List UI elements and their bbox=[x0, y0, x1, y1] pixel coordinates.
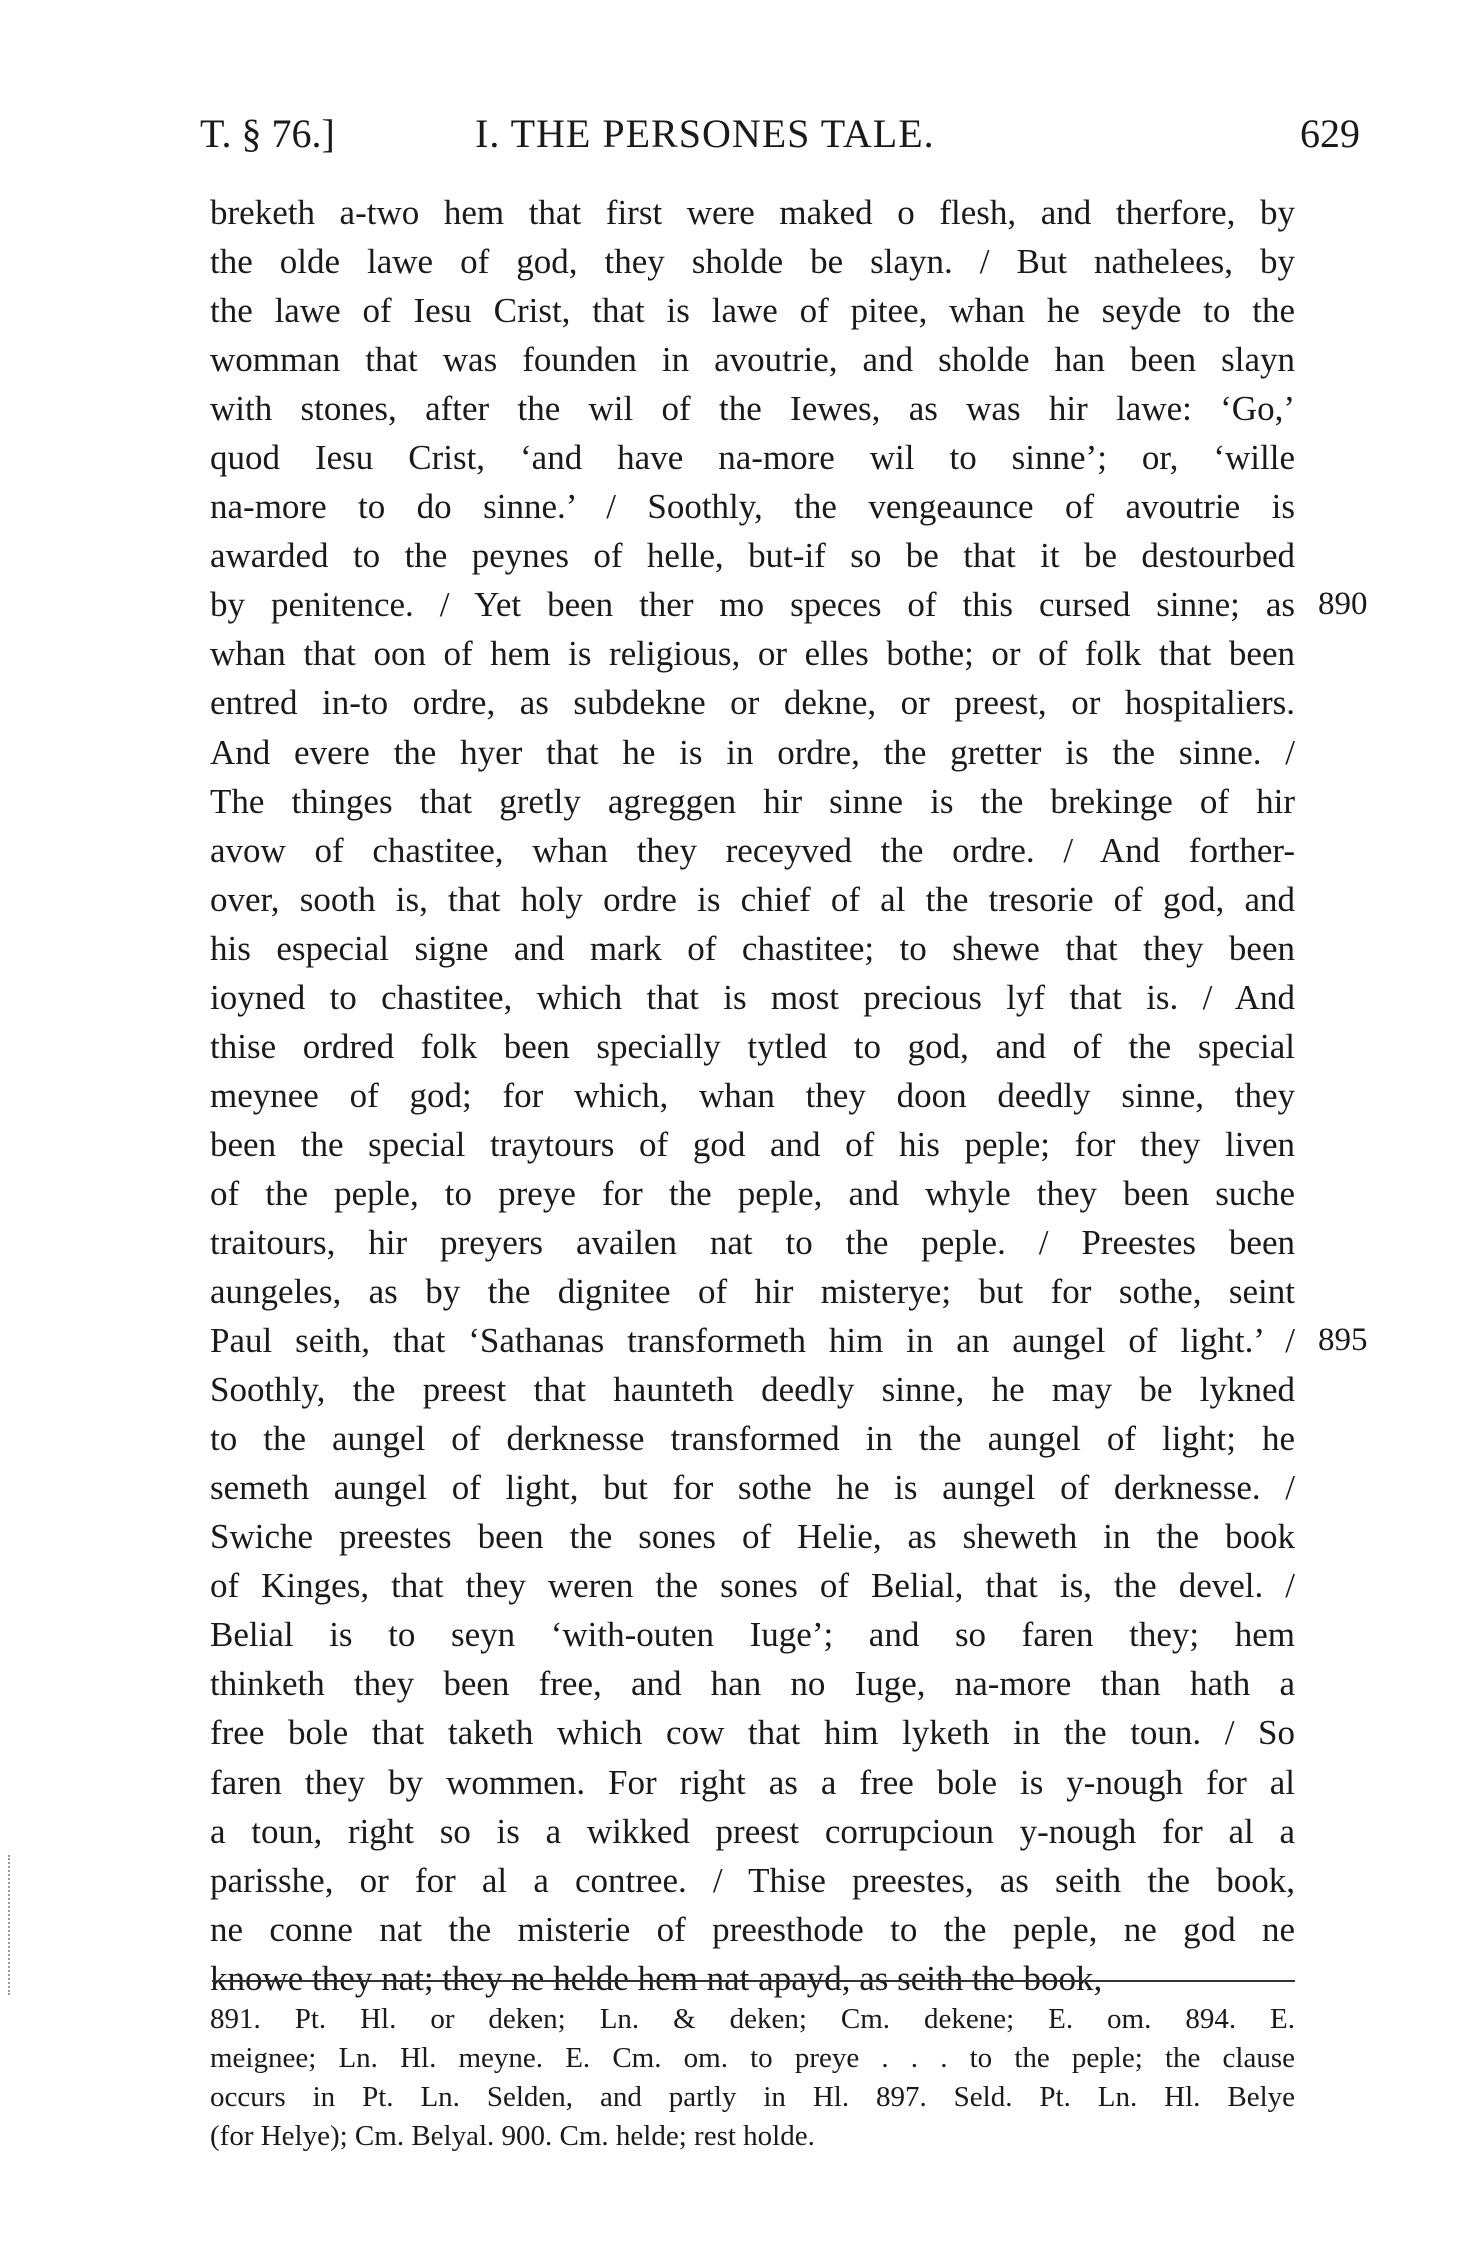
text-line: been the special traytours of god and of his peple; for they liven bbox=[210, 1124, 1295, 1164]
text-line: ioyned to chastitee, which that is most precious lyf that is. / And bbox=[210, 977, 1295, 1017]
text-line: thise ordred folk been specially tytled to god, and of the special bbox=[210, 1026, 1295, 1066]
line-number-895: 895 bbox=[1318, 1322, 1368, 1358]
text-line: whan that oon of hem is religious, or elles bothe; or of folk that been bbox=[210, 634, 1295, 674]
note-line: 891. Pt. Hl. or deken; Ln. & deken; Cm. dekene; E. om. 894. E. bbox=[210, 2003, 1295, 2035]
text-line: Belial is to seyn ‘with-outen Iuge’; and so faren they; hem bbox=[210, 1615, 1295, 1655]
page-number: 629 bbox=[1300, 111, 1360, 156]
text-line: ne conne nat the misterie of preesthode to the peple, ne god ne bbox=[210, 1909, 1295, 1949]
text-line: The thinges that gretly agreggen hir sinne is the brekinge of hir bbox=[210, 781, 1295, 821]
note-line: (for Helye); Cm. Belyal. 900. Cm. helde; rest holde. bbox=[210, 2120, 815, 2152]
text-line: the olde lawe of god, they sholde be slayn. / But nathelees, by bbox=[210, 242, 1295, 282]
text-line: meynee of god; for which, whan they doon deedly sinne, they bbox=[210, 1075, 1295, 1115]
text-line: semeth aungel of light, but for sothe he is aungel of derknesse. / bbox=[210, 1468, 1295, 1508]
text-line: awarded to the peynes of helle, but-if so be that it be destourbed bbox=[210, 536, 1295, 576]
margin-mark bbox=[8, 1855, 10, 1995]
text-line: womman that was founden in avoutrie, and sholde han been slayn bbox=[210, 340, 1295, 380]
text-line: knowe they nat; they ne helde hem nat apayd, as seith the book, bbox=[210, 1958, 1103, 1998]
text-line: free bole that taketh which cow that him lyketh in the toun. / So bbox=[210, 1713, 1295, 1753]
note-line: meignee; Ln. Hl. meyne. E. Cm. om. to preye . . . to the peple; the clause bbox=[210, 2042, 1295, 2074]
section-reference: T. § 76.] bbox=[200, 111, 335, 156]
text-line: Swiche preestes been the sones of Helie, as sheweth in the book bbox=[210, 1517, 1295, 1557]
text-line: over, sooth is, that holy ordre is chief of al the tresorie of god, and bbox=[210, 879, 1295, 919]
running-header bbox=[200, 110, 1360, 160]
text-line: Paul seith, that ‘Sathanas transformeth him in an aungel of light.’ / bbox=[210, 1321, 1295, 1361]
running-title: I. THE PERSONES TALE. bbox=[475, 111, 935, 156]
text-line: breketh a-two hem that first were maked o flesh, and therfore, by bbox=[210, 193, 1295, 232]
text-line: traitours, hir preyers availen nat to the peple. / Preestes been bbox=[210, 1222, 1295, 1262]
footnote-divider bbox=[212, 1980, 1295, 1982]
text-line: aungeles, as by the dignitee of hir misterye; but for sothe, seint bbox=[210, 1272, 1295, 1312]
text-line: with stones, after the wil of the Iewes, as was hir lawe: ‘Go,’ bbox=[210, 389, 1295, 429]
line-number-890: 890 bbox=[1318, 586, 1368, 622]
text-line: na-more to do sinne.’ / Soothly, the vengeaunce of avoutrie is bbox=[210, 487, 1295, 527]
text-line: avow of chastitee, whan they receyved the ordre. / And forther- bbox=[210, 830, 1295, 870]
text-line: quod Iesu Crist, ‘and have na-more wil to sinne’; or, ‘wille bbox=[210, 438, 1295, 478]
text-line: faren they by wommen. For right as a free bole is y-nough for al bbox=[210, 1762, 1295, 1802]
text-line: And evere the hyer that he is in ordre, the gretter is the sinne. / bbox=[210, 732, 1295, 772]
text-line: Soothly, the preest that haunteth deedly sinne, he may be lykned bbox=[210, 1370, 1295, 1410]
text-line: entred in-to ordre, as subdekne or dekne, or preest, or hospitaliers. bbox=[210, 683, 1295, 723]
note-line: occurs in Pt. Ln. Selden, and partly in Hl. 897. Seld. Pt. Ln. Hl. Belye bbox=[210, 2081, 1295, 2113]
text-line: the lawe of Iesu Crist, that is lawe of pitee, whan he seyde to the bbox=[210, 291, 1295, 331]
text-line: thinketh they been free, and han no Iuge, na-more than hath a bbox=[210, 1664, 1295, 1704]
text-line: of Kinges, that they weren the sones of Belial, that is, the devel. / bbox=[210, 1566, 1295, 1606]
textual-notes bbox=[210, 2000, 1295, 2156]
text-line: by penitence. / Yet been ther mo speces of this cursed sinne; as bbox=[210, 585, 1295, 625]
text-line: of the peple, to preye for the peple, and whyle they been suche bbox=[210, 1173, 1295, 1213]
text-line: his especial signe and mark of chastitee; to shewe that they been bbox=[210, 928, 1295, 968]
text-line: a toun, right so is a wikked preest corrupcioun y-nough for al a bbox=[210, 1811, 1295, 1851]
text-line: to the aungel of derknesse transformed in the aungel of light; he bbox=[210, 1419, 1295, 1459]
main-text bbox=[210, 188, 1295, 2003]
text-line: parisshe, or for al a contree. / Thise preestes, as seith the book, bbox=[210, 1860, 1295, 1900]
